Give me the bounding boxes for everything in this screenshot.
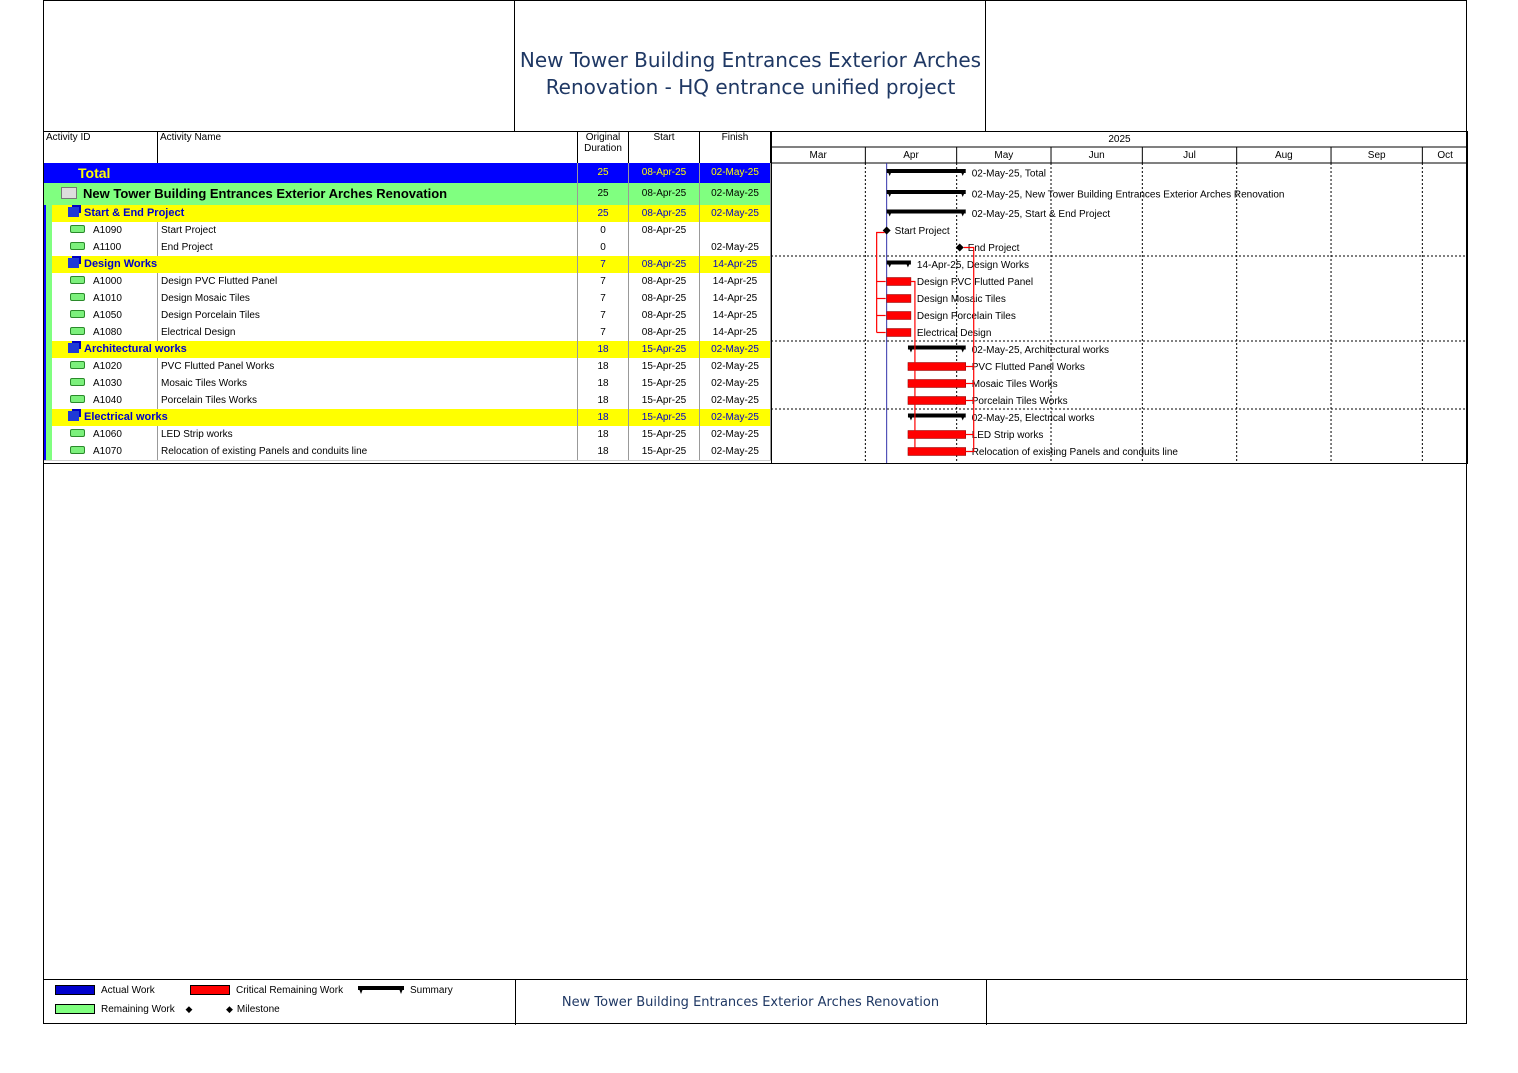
bar-label: 02-May-25, New Tower Building Entrances Exterior Arches Renovation [971,189,1285,201]
finish-cell-text: 02-May-25 [711,395,759,406]
start-cell [629,290,700,307]
month-label: Jun [1088,150,1105,161]
row-name-text: Start & End Project [84,207,185,219]
footer-title: New Tower Building Entrances Exterior Arches Renovation [561,995,940,1010]
duration-cell [578,239,629,256]
start-cell-text: 08-Apr-25 [641,276,687,287]
activity-id-text: A1020 [93,361,122,372]
duration-cell-text: 25 [597,167,609,178]
bar-label: Porcelain Tiles Works [971,396,1068,407]
activity-name-cell [158,426,578,443]
bar-label: Relocation of existing Panels and conduits line [971,447,1178,458]
finish-cell-text: 14-Apr-25 [712,276,758,287]
activity-name-cell [158,324,578,341]
start-cell [629,205,700,222]
duration-cell [578,273,629,290]
finish-cell-text: 02-May-25 [711,361,759,372]
duration-cell [578,375,629,392]
start-cell [629,392,700,409]
start-cell-text: 08-Apr-25 [641,167,687,178]
legend-remaining-work [55,1003,192,1016]
finish-cell [700,426,771,443]
row-name-text: Design Works [84,258,158,270]
duration-cell [578,392,629,409]
summary-bar [887,190,966,194]
duration-cell-text: 0 [600,242,606,253]
wbs-row[interactable] [44,341,771,358]
start-cell [629,426,700,443]
finish-cell [700,222,771,239]
finish-cell [700,205,771,222]
legend-actual-work-label: Actual Work [101,985,155,996]
duration-cell [578,222,629,239]
finish-cell [700,409,771,426]
activity-id-cell [44,358,158,375]
activity-name-cell-text: End Project [161,242,213,253]
critical-bar [887,312,911,320]
duration-cell-text: 18 [597,344,609,355]
col-header-activity-id[interactable]: Activity ID [44,131,158,163]
summary-bar [908,346,966,350]
start-cell [629,256,700,273]
duration-cell [578,163,629,183]
critical-bar [887,278,911,286]
summary-swatch-icon [358,985,404,995]
critical-bar [887,329,911,337]
start-cell-text: 15-Apr-25 [641,446,687,457]
activity-name-cell [158,392,578,409]
gantt-border [772,132,1468,464]
total-row[interactable] [44,163,771,183]
finish-cell [700,239,771,256]
table-bottom-line [44,463,1468,464]
activity-id-cell [44,290,158,307]
link-start-to-design [877,233,885,333]
month-label: May [994,150,1014,161]
activity-name-cell [44,183,578,205]
start-cell [629,358,700,375]
activity-name-cell-text: Porcelain Tiles Works [161,395,257,406]
duration-cell-text: 0 [600,225,606,236]
start-cell-text: 08-Apr-25 [641,225,687,236]
start-cell [629,163,700,183]
legend-milestone-label: Milestone [236,1004,280,1015]
activity-id-text: A1030 [93,378,122,389]
month-label: Mar [809,150,827,161]
row-name-text: New Tower Building Entrances Exterior Arches Renovation [83,186,448,201]
duration-cell-text: 18 [597,361,609,372]
activity-id-cell [44,375,158,392]
wbs-icon [68,411,79,421]
activity-row[interactable] [44,392,771,410]
activity-name-cell [158,290,578,307]
start-cell-text: 08-Apr-25 [641,327,687,338]
finish-cell-text: 02-May-25 [711,412,759,423]
activity-id-cell [44,239,158,256]
duration-cell-text: 18 [597,446,609,457]
activity-bar-icon [70,293,85,301]
activity-id-text: A1100 [93,242,122,253]
critical-bar [908,380,966,388]
critical-bar [908,397,966,405]
activity-id-cell [44,222,158,239]
activity-name-cell [44,341,578,358]
duration-cell [578,443,629,460]
duration-cell-text: 18 [597,378,609,389]
footer-divider-2 [986,980,987,1025]
finish-cell-text: 02-May-25 [711,167,759,178]
wbs-row[interactable] [44,205,771,222]
activity-id-text: A1060 [93,429,122,440]
activity-row[interactable] [44,375,771,393]
activity-id-cell [44,307,158,324]
bar-label: End Project [967,243,1020,254]
start-cell-text: 15-Apr-25 [641,378,687,389]
activity-id-text: A1040 [93,395,122,406]
gantt-chart [771,131,1468,464]
row-name-text: Total [78,165,111,181]
duration-cell [578,256,629,273]
start-cell-text: 08-Apr-25 [641,310,687,321]
month-label: Sep [1367,150,1386,161]
activity-id-text: A1000 [93,276,122,287]
critical-work-swatch [190,985,230,995]
bar-label: Design Mosaic Tiles [916,294,1006,305]
duration-cell-text: 18 [597,395,609,406]
wbs-icon [68,207,79,217]
activity-bar-icon [70,429,85,437]
activity-table [44,163,771,463]
bar-label: LED Strip works [971,430,1044,441]
activity-name-cell [158,307,578,324]
folder-icon [61,187,77,199]
finish-cell-text: 14-Apr-25 [712,293,758,304]
milestone-icon: ◆ [185,1004,193,1014]
duration-cell-text: 18 [597,429,609,440]
activity-row[interactable] [44,443,771,461]
activity-bar-icon [70,327,85,335]
finish-cell-text: 02-May-25 [711,208,759,219]
bar-label: 14-Apr-25, Design Works [916,260,1030,271]
activity-name-cell-text: Mosaic Tiles Works [161,378,247,389]
activity-name-cell-text: LED Strip works [161,429,233,440]
finish-cell-text: 02-May-25 [711,446,759,457]
finish-cell [700,183,771,205]
activity-row[interactable] [44,324,771,342]
critical-bar [887,295,911,303]
start-cell-text: 08-Apr-25 [641,188,687,199]
legend-summary-label: Summary [410,985,453,996]
duration-cell [578,183,629,205]
duration-cell [578,205,629,222]
activity-name-cell-text: PVC Flutted Panel Works [161,361,275,372]
activity-row[interactable] [44,222,771,240]
activity-name-cell [158,375,578,392]
activity-bar-icon [70,276,85,284]
summary-bar [887,169,966,173]
start-cell-text: 08-Apr-25 [641,259,687,270]
bar-label: 02-May-25, Total [971,168,1047,180]
bar-label: Mosaic Tiles Works [971,379,1058,390]
finish-cell [700,392,771,409]
duration-cell [578,426,629,443]
start-cell [629,183,700,205]
start-cell [629,307,700,324]
title-line-2: Renovation - HQ entrance unified project [545,75,956,99]
finish-cell-text: 14-Apr-25 [712,310,758,321]
activity-bar-icon [70,361,85,369]
finish-cell-text: 02-May-25 [711,429,759,440]
activity-bar-icon [70,242,85,250]
bar-label: 02-May-25, Start & End Project [971,209,1111,220]
activity-row[interactable] [44,273,771,291]
finish-cell-text: 02-May-25 [711,344,759,355]
critical-bar [908,431,966,439]
start-cell [629,324,700,341]
header-left-box [44,1,515,131]
start-cell-text: 08-Apr-25 [641,293,687,304]
duration-cell [578,290,629,307]
finish-cell [700,307,771,324]
start-cell-text: 15-Apr-25 [641,361,687,372]
activity-id-text: A1070 [93,446,122,457]
finish-cell-text: 02-May-25 [711,188,759,199]
month-label: Apr [903,150,919,161]
row-name-text: Electrical works [84,411,168,423]
duration-cell [578,358,629,375]
legend-remaining-work-label: Remaining Work [101,1004,175,1015]
finish-cell [700,290,771,307]
remaining-work-swatch [55,1004,95,1014]
critical-bar [908,448,966,456]
duration-cell [578,307,629,324]
col-header-start[interactable]: Start [629,131,700,163]
start-cell [629,443,700,460]
duration-cell-text: 25 [597,188,609,199]
activity-name-cell [158,239,578,256]
activity-name-cell [44,409,578,426]
activity-bar-icon [70,395,85,403]
activity-name-cell-text: Design Mosaic Tiles [161,293,250,304]
duration-cell-text: 18 [597,412,609,423]
milestone-diamond [883,227,891,235]
activity-row[interactable] [44,290,771,308]
finish-cell [700,341,771,358]
activity-bar-icon [70,378,85,386]
year-label: 2025 [1108,134,1131,145]
activity-id-cell [44,392,158,409]
duration-cell-text: 25 [597,208,609,219]
finish-cell [700,443,771,460]
finish-cell [700,256,771,273]
start-cell-text: 15-Apr-25 [641,429,687,440]
month-label: Oct [1437,150,1453,161]
duration-cell-text: 7 [600,327,606,338]
activity-name-cell [158,222,578,239]
activity-name-cell [158,358,578,375]
legend-critical-label: Critical Remaining Work [236,985,344,996]
start-cell [629,341,700,358]
activity-row[interactable] [44,239,771,257]
finish-cell [700,273,771,290]
activity-row[interactable] [44,426,771,444]
duration-cell-text: 7 [600,293,606,304]
activity-name-cell-text: Relocation of existing Panels and conduits line [161,446,368,457]
bar-label: 02-May-25, Electrical works [971,413,1095,424]
duration-cell-text: 7 [600,276,606,287]
col-header-finish[interactable]: Finish [700,131,771,163]
activity-name-cell-text: Start Project [161,225,217,236]
finish-cell-text: 14-Apr-25 [712,327,758,338]
activity-id-text: A1050 [93,310,122,321]
duration-header-line-1: Original [585,132,621,143]
critical-bar [908,363,966,371]
start-cell-text: 08-Apr-25 [641,208,687,219]
wbs-row[interactable] [44,409,771,426]
finish-cell [700,324,771,341]
bar-label: Design Porcelain Tiles [916,311,1016,322]
project-row[interactable] [44,183,771,205]
activity-row[interactable] [44,307,771,325]
wbs-icon [68,343,79,353]
start-cell-text: 15-Apr-25 [641,344,687,355]
duration-header-line-2: Duration [584,143,622,154]
finish-cell [700,358,771,375]
duration-cell-text: 7 [600,259,606,270]
start-cell-text: 15-Apr-25 [641,395,687,406]
start-cell [629,409,700,426]
activity-row[interactable] [44,358,771,376]
title-line-1: New Tower Building Entrances Exterior Arches [519,48,982,72]
milestone-swatch-icon: ◆ [226,1004,233,1014]
activity-name-cell [44,256,578,273]
activity-id-cell [44,426,158,443]
duration-cell [578,341,629,358]
start-cell [629,375,700,392]
activity-id-text: A1010 [93,293,122,304]
wbs-row[interactable] [44,256,771,273]
start-cell [629,222,700,239]
finish-cell [700,375,771,392]
legend-critical-remaining-work [190,985,343,997]
activity-name-cell-text: Design Porcelain Tiles [161,310,260,321]
activity-bar-icon [70,310,85,318]
duration-cell-text: 7 [600,310,606,321]
legend-summary [358,985,453,997]
legend-actual-work [55,985,155,997]
finish-cell-text: 02-May-25 [711,242,759,253]
activity-id-cell [44,273,158,290]
summary-bar [887,210,966,214]
month-label: Jul [1183,150,1196,161]
wbs-icon [68,258,79,268]
activity-name-cell [44,205,578,222]
activity-name-cell [158,443,578,460]
bar-label: Design PVC Flutted Panel [916,277,1034,288]
page-title [515,1,986,131]
activity-bar-icon [70,225,85,233]
actual-work-swatch [55,985,95,995]
summary-bar [908,414,966,418]
start-cell [629,239,700,256]
finish-cell-text: 02-May-25 [711,378,759,389]
activity-id-cell [44,324,158,341]
legend-milestone [226,1003,280,1016]
finish-cell-text: 14-Apr-25 [712,259,758,270]
bar-label: Electrical Design [916,328,992,339]
bar-label: Start Project [894,226,950,237]
start-cell-text: 15-Apr-25 [641,412,687,423]
bar-label: 02-May-25, Architectural works [971,345,1109,356]
row-name-text: Architectural works [84,343,187,355]
duration-cell [578,324,629,341]
activity-name-cell [158,273,578,290]
duration-cell [578,409,629,426]
activity-id-cell [44,443,158,460]
col-header-activity-name[interactable]: Activity Name [158,131,578,163]
col-header-duration[interactable] [578,131,629,163]
activity-name-cell [44,163,578,183]
activity-id-text: A1080 [93,327,122,338]
activity-name-cell-text: Design PVC Flutted Panel [161,276,278,287]
finish-cell [700,163,771,183]
activity-id-text: A1090 [93,225,122,236]
activity-bar-icon [70,446,85,454]
activity-name-cell-text: Electrical Design [161,327,236,338]
bar-label: PVC Flutted Panel Works [971,362,1085,373]
month-label: Aug [1274,150,1293,161]
start-cell [629,273,700,290]
page-frame [43,0,1467,1024]
